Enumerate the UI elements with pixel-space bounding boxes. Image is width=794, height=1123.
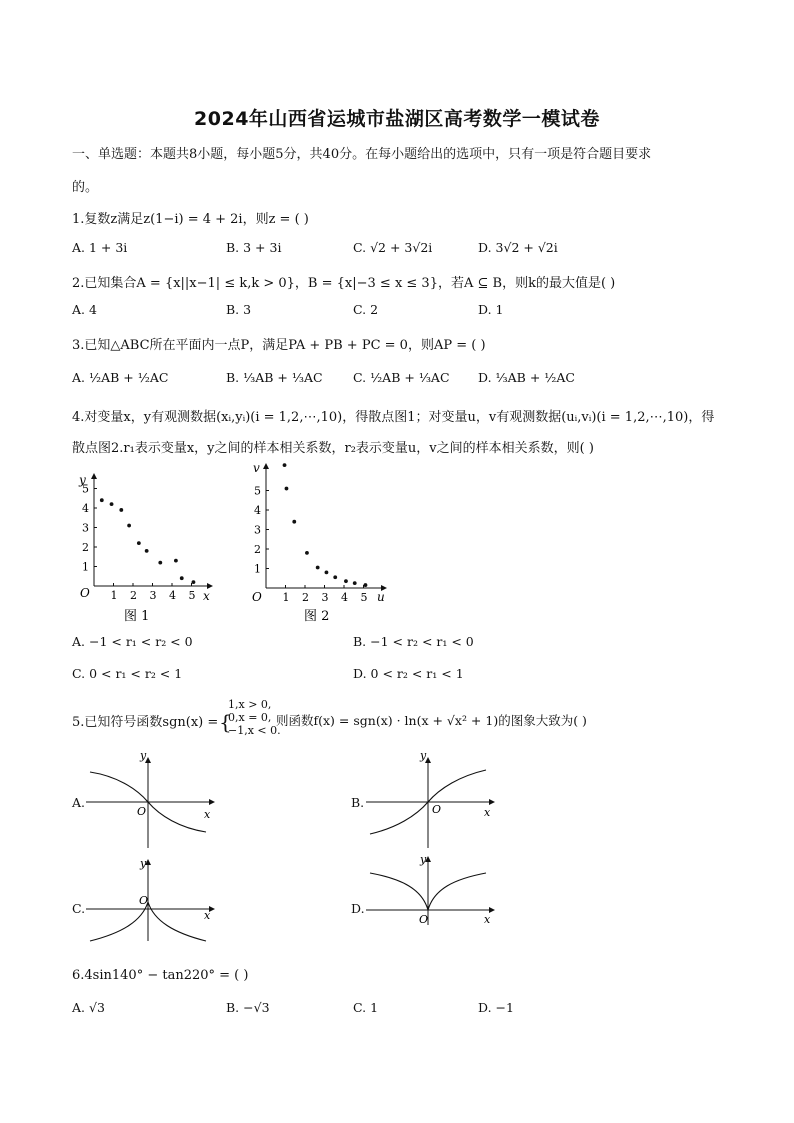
y-tick-label: 1 xyxy=(254,562,261,576)
x-tick-label: 1 xyxy=(110,589,118,602)
section-heading-cont: 的。 xyxy=(72,180,99,195)
scatter-point xyxy=(110,502,114,506)
q1-option-c[interactable]: C. √2 + 3√2i xyxy=(353,240,433,255)
scatter-point xyxy=(285,487,289,491)
q5-option-d-label[interactable]: D. xyxy=(351,901,365,916)
q2-option-c[interactable]: C. 2 xyxy=(353,302,379,317)
scatter-point xyxy=(364,583,368,587)
scatter-point xyxy=(137,541,141,545)
x-tick-label: 4 xyxy=(341,591,348,604)
scatter-point xyxy=(333,575,337,579)
q5-option-c-label[interactable]: C. xyxy=(72,901,86,916)
y-tick-label: 3 xyxy=(82,521,89,535)
y-tick-label: 5 xyxy=(82,482,89,496)
scatter-point xyxy=(174,559,178,563)
q6-option-b[interactable]: B. −√3 xyxy=(226,1000,270,1015)
x-tick-label: 2 xyxy=(130,589,137,602)
section-heading: 一、单选题：本题共8小题，每小题5分，共40分。在每小题给出的选项中，只有一项是符合题目要求 xyxy=(72,147,652,162)
scatter-point xyxy=(100,498,104,502)
scatter-point xyxy=(344,579,348,583)
question-5-stem-pre: 5.已知符号函数sgn(x) = xyxy=(72,715,219,730)
q2-option-b[interactable]: B. 3 xyxy=(226,302,252,317)
scatter-point xyxy=(158,561,162,565)
scatter-plot-2 xyxy=(244,458,394,628)
q6-option-a[interactable]: A. √3 xyxy=(72,1000,105,1015)
q4-option-a[interactable]: A. −1 < r₁ < r₂ < 0 xyxy=(72,634,193,649)
q2-option-a[interactable]: A. 4 xyxy=(72,302,97,317)
q4-option-b[interactable]: B. −1 < r₂ < r₁ < 0 xyxy=(353,634,474,649)
q5-option-b-label[interactable]: B. xyxy=(351,795,365,810)
q6-option-d[interactable]: D. −1 xyxy=(478,1000,514,1015)
question-6-stem: 6.4sin140° − tan220° = ( ) xyxy=(72,968,249,983)
question-2-stem: 2.已知集合A = {x||x−1| ≤ k,k > 0}，B = {x|−3 ≤ x ≤ 3}，若A ⊆ B，则k的最大值是( ) xyxy=(72,276,616,291)
x-label: x xyxy=(204,909,211,922)
origin-label: O xyxy=(80,586,90,600)
q6-option-c[interactable]: C. 1 xyxy=(353,1000,379,1015)
scatter-point xyxy=(127,524,131,528)
q1-option-d[interactable]: D. 3√2 + √2i xyxy=(478,240,558,255)
scatter-figure-2 xyxy=(244,458,394,632)
y-tick-label: 2 xyxy=(82,541,89,554)
case-negative: −1,x < 0. xyxy=(228,724,281,737)
x-tick-label: 5 xyxy=(188,589,196,602)
y-label: y xyxy=(420,853,427,866)
x-tick-label: 5 xyxy=(360,591,368,604)
q5-graph-b[interactable] xyxy=(366,752,502,852)
scatter-point xyxy=(180,576,184,580)
y-tick-label: 4 xyxy=(82,502,89,515)
case-zero: 0,x = 0, xyxy=(228,711,272,724)
scatter-point xyxy=(305,551,309,555)
question-3-stem: 3.已知△ABC所在平面内一点P，满足PA + PB + PC = 0，则AP = ( ) xyxy=(72,338,486,353)
q4-option-c[interactable]: C. 0 < r₁ < r₂ < 1 xyxy=(72,666,183,681)
question-4-stem: 4.对变量x，y有观测数据(xᵢ,yᵢ)(i = 1,2,⋯,10)，得散点图1；对变量u，v有观测数据(uᵢ,vᵢ)(i = 1,2,⋯,10)，得 xyxy=(72,410,715,425)
figure-2-caption: 图 2 xyxy=(304,609,330,624)
x-axis-label: x xyxy=(203,589,210,603)
q3-option-c[interactable]: C. ½AB + ⅓AC xyxy=(353,370,450,385)
q2-option-d[interactable]: D. 1 xyxy=(478,302,504,317)
origin-label: O xyxy=(252,590,262,604)
v-axis-label: v xyxy=(253,461,260,475)
x-tick-label: 3 xyxy=(149,589,157,602)
x-tick-label: 4 xyxy=(169,589,176,602)
scatter-point xyxy=(192,580,196,584)
x-label: x xyxy=(484,913,491,926)
x-tick-label: 3 xyxy=(321,591,329,604)
origin-label: O xyxy=(419,913,429,926)
scatter-point xyxy=(292,520,296,524)
scatter-point xyxy=(119,508,123,512)
x-label: x xyxy=(204,808,211,821)
q3-option-a[interactable]: A. ½AB + ½AC xyxy=(72,370,169,385)
q5-graph-d[interactable] xyxy=(366,853,502,928)
scatter-point xyxy=(283,463,287,467)
q5-graph-a[interactable] xyxy=(86,752,222,852)
y-tick-label: 3 xyxy=(254,523,261,537)
x-label: x xyxy=(484,806,491,819)
scatter-point xyxy=(145,549,149,553)
q3-option-d[interactable]: D. ⅓AB + ½AC xyxy=(478,370,575,385)
q1-option-b[interactable]: B. 3 + 3i xyxy=(226,240,282,255)
q1-option-a[interactable]: A. 1 + 3i xyxy=(72,240,128,255)
y-axis-label: y xyxy=(79,473,86,487)
figure-1-caption: 图 1 xyxy=(124,609,150,624)
x-tick-label: 1 xyxy=(282,591,290,604)
y-label: y xyxy=(140,857,147,870)
q5-graph-c[interactable] xyxy=(86,857,222,947)
x-tick-label: 2 xyxy=(302,591,309,604)
origin-label: O xyxy=(432,803,442,816)
y-tick-label: 4 xyxy=(254,504,261,517)
y-tick-label: 1 xyxy=(82,560,89,574)
u-axis-label: u xyxy=(377,590,385,604)
y-label: y xyxy=(420,752,427,762)
question-5-stem-post: 则函数f(x) = sgn(x) · ln(x + √x² + 1)的图象大致为( ) xyxy=(276,713,587,728)
cases-brace: { xyxy=(219,710,232,734)
y-tick-label: 2 xyxy=(254,543,261,556)
scatter-point xyxy=(325,571,329,575)
origin-label: O xyxy=(139,894,149,907)
page-title: 2024年山西省运城市盐湖区高考数学一模试卷 xyxy=(194,108,600,130)
q5-option-a-label[interactable]: A. xyxy=(72,795,86,810)
scatter-point xyxy=(353,581,357,585)
origin-label: O xyxy=(137,805,147,818)
sgn-cases xyxy=(228,698,281,737)
scatter-figure-1 xyxy=(72,462,222,631)
case-positive: 1,x > 0, xyxy=(228,698,272,711)
scatter-plot-1 xyxy=(72,462,222,627)
scatter-point xyxy=(316,566,320,570)
q4-option-d[interactable]: D. 0 < r₂ < r₁ < 1 xyxy=(353,666,464,681)
question-1-stem: 1.复数z满足z(1−i) = 4 + 2i，则z = ( ) xyxy=(72,212,309,227)
y-label: y xyxy=(140,752,147,762)
question-4-stem-cont: 散点图2.r₁表示变量x，y之间的样本相关系数，r₂表示变量u，v之间的样本相关系数，则( ) xyxy=(72,441,594,456)
y-tick-label: 5 xyxy=(254,484,261,498)
q3-option-b[interactable]: B. ⅓AB + ⅓AC xyxy=(226,370,323,385)
